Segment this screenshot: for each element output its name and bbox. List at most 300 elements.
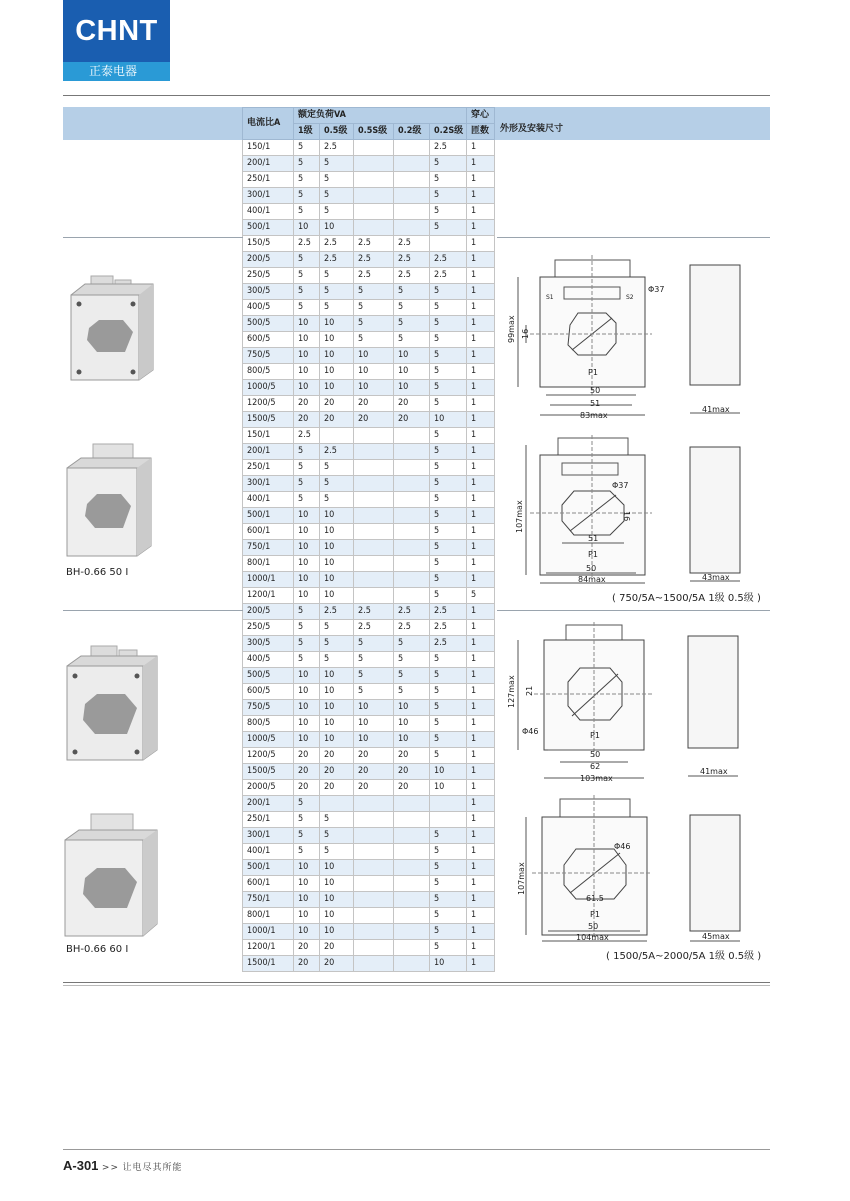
table-cell: 750/1 — [243, 892, 294, 908]
table-row — [243, 700, 495, 716]
table-cell — [354, 844, 394, 860]
table-cell: 1 — [467, 476, 495, 492]
d1-dia: Φ37 — [648, 285, 665, 294]
table-cell: 1 — [467, 396, 495, 412]
table-cell: 5 — [320, 172, 354, 188]
table-cell: 5 — [430, 684, 467, 700]
table-cell: 10 — [294, 524, 320, 540]
table-cell: 20 — [354, 764, 394, 780]
table-cell: 5 — [294, 812, 320, 828]
table-cell: 10 — [320, 540, 354, 556]
d3-w3: 103max — [580, 774, 613, 783]
table-cell: 5 — [430, 396, 467, 412]
d4-dia: Φ46 — [614, 842, 631, 851]
table-cell: 10 — [320, 380, 354, 396]
table-cell — [394, 860, 430, 876]
table-cell: 5 — [354, 652, 394, 668]
d4-w2: 104max — [576, 933, 609, 942]
table-cell: 5 — [467, 588, 495, 604]
table-cell: 2.5 — [320, 140, 354, 156]
table-cell: 2.5 — [394, 252, 430, 268]
table-cell — [354, 876, 394, 892]
table-row — [243, 140, 495, 156]
table-cell: 2.5 — [354, 236, 394, 252]
footer-arrows: >> — [101, 1163, 120, 1173]
table-row — [243, 684, 495, 700]
table-cell: 5 — [430, 364, 467, 380]
table-cell: 500/5 — [243, 316, 294, 332]
table-cell: 5 — [430, 188, 467, 204]
table-row — [243, 220, 495, 236]
table-cell — [320, 796, 354, 812]
table-cell: 1 — [467, 140, 495, 156]
table-cell: 5 — [294, 844, 320, 860]
table-cell — [394, 444, 430, 460]
table-cell: 1 — [467, 572, 495, 588]
table-row — [243, 940, 495, 956]
table-cell: 10 — [294, 572, 320, 588]
table-cell: 10 — [320, 732, 354, 748]
table-cell: 20 — [294, 780, 320, 796]
table-cell — [354, 940, 394, 956]
table-cell: 1 — [467, 700, 495, 716]
table-cell: 10 — [294, 716, 320, 732]
table-cell — [354, 556, 394, 572]
table-cell: 5 — [430, 316, 467, 332]
table-cell: 5 — [320, 460, 354, 476]
table-cell: 1200/5 — [243, 748, 294, 764]
d1-side: 41max — [702, 405, 730, 414]
table-cell — [394, 924, 430, 940]
d3-inner: 21 — [525, 685, 534, 696]
table-cell: 5 — [430, 716, 467, 732]
table-cell: 5 — [430, 940, 467, 956]
table-cell: 1 — [467, 204, 495, 220]
table-cell: 10 — [294, 892, 320, 908]
table-cell: 5 — [294, 268, 320, 284]
table-cell: 1 — [467, 716, 495, 732]
table-cell: 800/5 — [243, 364, 294, 380]
table-cell: 500/5 — [243, 668, 294, 684]
table-cell — [394, 844, 430, 860]
table-cell: 5 — [320, 300, 354, 316]
table-cell — [394, 540, 430, 556]
table-cell: 2.5 — [354, 620, 394, 636]
table-cell: 5 — [320, 476, 354, 492]
table-cell: 10 — [294, 876, 320, 892]
table-cell: 20 — [320, 956, 354, 972]
section-divider-1 — [63, 237, 243, 238]
table-cell: 250/1 — [243, 812, 294, 828]
table-cell: 5 — [294, 444, 320, 460]
table-cell: 1 — [467, 924, 495, 940]
table-cell: 20 — [394, 412, 430, 428]
header-load: 额定负荷VA — [294, 108, 467, 124]
ct-photo-60-b — [63, 810, 163, 940]
table-cell: 5 — [294, 460, 320, 476]
table-row — [243, 604, 495, 620]
table-cell: 1 — [467, 940, 495, 956]
table-cell: 5 — [430, 892, 467, 908]
header-class-1: 1级 — [294, 124, 320, 140]
table-cell: 2.5 — [430, 268, 467, 284]
table-cell — [354, 492, 394, 508]
table-cell: 400/5 — [243, 300, 294, 316]
table-bottom-rule — [63, 982, 770, 983]
note-60: ( 1500/5A~2000/5A 1级 0.5级 ) — [606, 951, 762, 962]
table-cell: 5 — [320, 204, 354, 220]
table-row — [243, 908, 495, 924]
section-divider-1b — [497, 237, 770, 238]
table-cell: 20 — [354, 412, 394, 428]
table-cell: 800/5 — [243, 716, 294, 732]
table-cell: 800/1 — [243, 556, 294, 572]
table-cell — [354, 220, 394, 236]
table-cell: 10 — [320, 588, 354, 604]
d3-w1: 50 — [590, 750, 601, 759]
table-cell: 1 — [467, 748, 495, 764]
table-cell: 20 — [294, 940, 320, 956]
table-cell — [394, 492, 430, 508]
table-cell: 1 — [467, 732, 495, 748]
table-cell: 5 — [394, 636, 430, 652]
table-cell: 250/5 — [243, 268, 294, 284]
table-cell: 5 — [320, 828, 354, 844]
table-cell: 5 — [394, 652, 430, 668]
ct-photo-60-a — [63, 640, 163, 765]
table-cell: 10 — [354, 732, 394, 748]
table-cell: 10 — [320, 876, 354, 892]
table-cell: 5 — [394, 300, 430, 316]
table-cell — [354, 956, 394, 972]
table-cell: 5 — [430, 540, 467, 556]
d2-w2: 84max — [578, 575, 606, 584]
d1-w1: 50 — [590, 386, 601, 395]
table-cell: 300/5 — [243, 284, 294, 300]
table-cell: 10 — [320, 860, 354, 876]
table-cell — [394, 172, 430, 188]
header-turns-top: 穿心 — [467, 108, 495, 124]
table-cell: 1 — [467, 428, 495, 444]
table-cell: 2.5 — [320, 236, 354, 252]
table-cell — [354, 460, 394, 476]
table-cell: 1 — [467, 780, 495, 796]
table-cell: 10 — [294, 924, 320, 940]
table-cell: 600/1 — [243, 524, 294, 540]
table-cell — [394, 508, 430, 524]
table-cell: 5 — [294, 476, 320, 492]
table-row — [243, 252, 495, 268]
table-cell: 10 — [394, 716, 430, 732]
table-cell: 10 — [294, 348, 320, 364]
table-cell: 1 — [467, 348, 495, 364]
table-cell: 10 — [294, 508, 320, 524]
table-row — [243, 188, 495, 204]
d2-w1: 50 — [586, 564, 597, 573]
table-cell — [354, 540, 394, 556]
table-cell: 500/1 — [243, 508, 294, 524]
table-cell: 5 — [294, 604, 320, 620]
table-cell — [354, 908, 394, 924]
table-cell: 2.5 — [430, 140, 467, 156]
table-cell: 10 — [294, 332, 320, 348]
table-cell: 5 — [430, 428, 467, 444]
table-cell — [394, 956, 430, 972]
table-cell: 5 — [354, 636, 394, 652]
d1-s2: S2 — [626, 294, 634, 301]
table-cell: 5 — [320, 812, 354, 828]
d3-p1: P1 — [590, 731, 600, 740]
table-cell — [394, 812, 430, 828]
table-cell: 1500/5 — [243, 764, 294, 780]
table-cell: 10 — [294, 380, 320, 396]
table-row — [243, 860, 495, 876]
table-row — [243, 460, 495, 476]
table-cell: 1 — [467, 796, 495, 812]
table-cell: 200/1 — [243, 796, 294, 812]
dimension-drawing-2 — [500, 435, 760, 590]
table-cell: 5 — [354, 332, 394, 348]
table-cell: 5 — [320, 844, 354, 860]
table-cell — [354, 892, 394, 908]
table-cell: 10 — [320, 348, 354, 364]
table-row — [243, 524, 495, 540]
table-cell: 5 — [394, 684, 430, 700]
section-divider-2 — [63, 610, 243, 611]
table-cell: 5 — [430, 524, 467, 540]
d1-p1: P1 — [588, 368, 598, 377]
table-cell — [354, 188, 394, 204]
table-cell: 5 — [294, 140, 320, 156]
table-cell: 150/1 — [243, 428, 294, 444]
table-cell: 20 — [320, 780, 354, 796]
table-cell — [430, 812, 467, 828]
table-cell: 2.5 — [354, 252, 394, 268]
table-cell — [354, 572, 394, 588]
table-cell: 10 — [354, 716, 394, 732]
table-cell: 10 — [430, 412, 467, 428]
table-cell: 10 — [294, 220, 320, 236]
model-label-50: BH-0.66 50 I — [66, 567, 129, 578]
table-row — [243, 588, 495, 604]
table-cell: 400/1 — [243, 844, 294, 860]
dimension-drawing-4 — [500, 795, 760, 945]
table-cell: 5 — [394, 332, 430, 348]
header-class-05s: 0.5S级 — [354, 124, 394, 140]
table-cell: 5 — [430, 220, 467, 236]
table-cell: 5 — [430, 508, 467, 524]
table-row — [243, 476, 495, 492]
table-row — [243, 652, 495, 668]
table-cell: 5 — [320, 268, 354, 284]
table-cell: 500/1 — [243, 860, 294, 876]
table-cell — [394, 796, 430, 812]
table-cell: 20 — [320, 396, 354, 412]
ct-photo-50-a — [63, 270, 158, 385]
table-cell: 10 — [320, 700, 354, 716]
table-cell: 20 — [394, 780, 430, 796]
d1-w3: 83max — [580, 411, 608, 420]
table-cell: 750/1 — [243, 540, 294, 556]
d1-s1: S1 — [546, 294, 554, 301]
table-cell — [394, 556, 430, 572]
table-cell — [394, 588, 430, 604]
table-cell: 600/1 — [243, 876, 294, 892]
table-cell: 750/5 — [243, 348, 294, 364]
table-cell: 300/1 — [243, 828, 294, 844]
footer — [63, 1158, 183, 1173]
table-row — [243, 796, 495, 812]
footer-slogan: 让电尽其所能 — [122, 1163, 183, 1173]
table-cell: 1 — [467, 524, 495, 540]
table-cell: 10 — [320, 332, 354, 348]
table-cell: 1500/5 — [243, 412, 294, 428]
table-row — [243, 364, 495, 380]
table-cell: 5 — [294, 156, 320, 172]
header-turns-bot: 匝数 — [467, 124, 495, 140]
table-cell: 10 — [294, 556, 320, 572]
table-cell: 200/1 — [243, 444, 294, 460]
table-cell — [394, 188, 430, 204]
table-cell: 10 — [394, 732, 430, 748]
table-cell: 10 — [294, 588, 320, 604]
table-cell: 1 — [467, 364, 495, 380]
table-cell: 1200/5 — [243, 396, 294, 412]
table-cell — [354, 508, 394, 524]
table-row — [243, 924, 495, 940]
table-row — [243, 444, 495, 460]
table-cell: 300/1 — [243, 188, 294, 204]
table-cell: 10 — [294, 732, 320, 748]
table-cell: 1200/1 — [243, 588, 294, 604]
table-cell: 1 — [467, 156, 495, 172]
table-cell: 5 — [354, 284, 394, 300]
table-cell: 20 — [294, 396, 320, 412]
table-cell: 10 — [294, 316, 320, 332]
table-cell: 10 — [430, 956, 467, 972]
table-cell: 2.5 — [394, 604, 430, 620]
table-cell: 5 — [294, 652, 320, 668]
table-cell: 5 — [430, 860, 467, 876]
table-cell: 5 — [320, 636, 354, 652]
table-cell: 250/1 — [243, 172, 294, 188]
table-cell — [320, 428, 354, 444]
table-cell: 1 — [467, 220, 495, 236]
table-cell: 1 — [467, 620, 495, 636]
table-cell — [394, 876, 430, 892]
table-cell — [394, 460, 430, 476]
table-cell — [394, 524, 430, 540]
table-cell: 1 — [467, 764, 495, 780]
table-cell: 400/1 — [243, 492, 294, 508]
table-cell — [354, 924, 394, 940]
table-cell: 5 — [430, 924, 467, 940]
table-cell: 5 — [294, 204, 320, 220]
table-cell: 5 — [430, 668, 467, 684]
table-cell: 2.5 — [354, 268, 394, 284]
d3-side: 41max — [700, 767, 728, 776]
table-cell: 200/1 — [243, 156, 294, 172]
table-cell — [394, 156, 430, 172]
table-row — [243, 284, 495, 300]
table-cell: 1 — [467, 892, 495, 908]
table-cell: 1000/1 — [243, 572, 294, 588]
logo-wordmark: CHNT — [63, 0, 170, 62]
table-cell: 5 — [430, 460, 467, 476]
d3-dia: Φ46 — [522, 727, 539, 736]
table-cell: 10 — [320, 508, 354, 524]
table-cell: 5 — [320, 620, 354, 636]
table-cell: 5 — [430, 908, 467, 924]
table-cell: 10 — [430, 780, 467, 796]
table-cell: 20 — [294, 748, 320, 764]
table-cell: 1 — [467, 556, 495, 572]
table-cell: 2000/5 — [243, 780, 294, 796]
table-row — [243, 716, 495, 732]
table-cell — [354, 828, 394, 844]
table-cell: 10 — [320, 364, 354, 380]
table-cell: 5 — [320, 652, 354, 668]
header-class-02: 0.2级 — [394, 124, 430, 140]
table-cell: 5 — [430, 876, 467, 892]
table-cell: 5 — [294, 620, 320, 636]
table-cell: 5 — [320, 156, 354, 172]
dimension-drawing-1 — [500, 255, 760, 425]
d3-height: 127max — [507, 675, 516, 708]
table-cell: 1 — [467, 652, 495, 668]
table-cell — [354, 444, 394, 460]
table-cell: 1 — [467, 860, 495, 876]
table-cell: 5 — [430, 444, 467, 460]
table-cell: 5 — [394, 284, 430, 300]
table-cell — [394, 940, 430, 956]
table-cell: 600/5 — [243, 684, 294, 700]
d2-height: 107max — [515, 500, 524, 533]
table-cell: 5 — [430, 300, 467, 316]
table-cell: 5 — [294, 284, 320, 300]
table-cell: 20 — [320, 748, 354, 764]
table-cell: 800/1 — [243, 908, 294, 924]
table-cell: 10 — [294, 908, 320, 924]
table-cell: 20 — [394, 764, 430, 780]
table-cell: 1 — [467, 300, 495, 316]
table-cell: 5 — [430, 332, 467, 348]
table-cell: 20 — [294, 764, 320, 780]
table-cell: 10 — [294, 684, 320, 700]
table-row — [243, 380, 495, 396]
table-cell: 20 — [320, 764, 354, 780]
table-cell: 1 — [467, 188, 495, 204]
table-cell: 10 — [354, 348, 394, 364]
table-cell: 10 — [320, 524, 354, 540]
table-row — [243, 956, 495, 972]
table-cell: 20 — [294, 412, 320, 428]
table-cell: 5 — [430, 652, 467, 668]
table-cell: 10 — [320, 668, 354, 684]
table-row — [243, 828, 495, 844]
table-cell: 20 — [354, 780, 394, 796]
table-cell: 5 — [294, 300, 320, 316]
table-cell: 2.5 — [394, 620, 430, 636]
ct-photo-50-b — [63, 440, 158, 560]
header-rule — [63, 95, 770, 96]
table-cell: 750/5 — [243, 700, 294, 716]
table-row — [243, 636, 495, 652]
table-row — [243, 348, 495, 364]
table-cell: 2.5 — [354, 604, 394, 620]
table-cell: 1 — [467, 844, 495, 860]
table-cell: 5 — [430, 572, 467, 588]
